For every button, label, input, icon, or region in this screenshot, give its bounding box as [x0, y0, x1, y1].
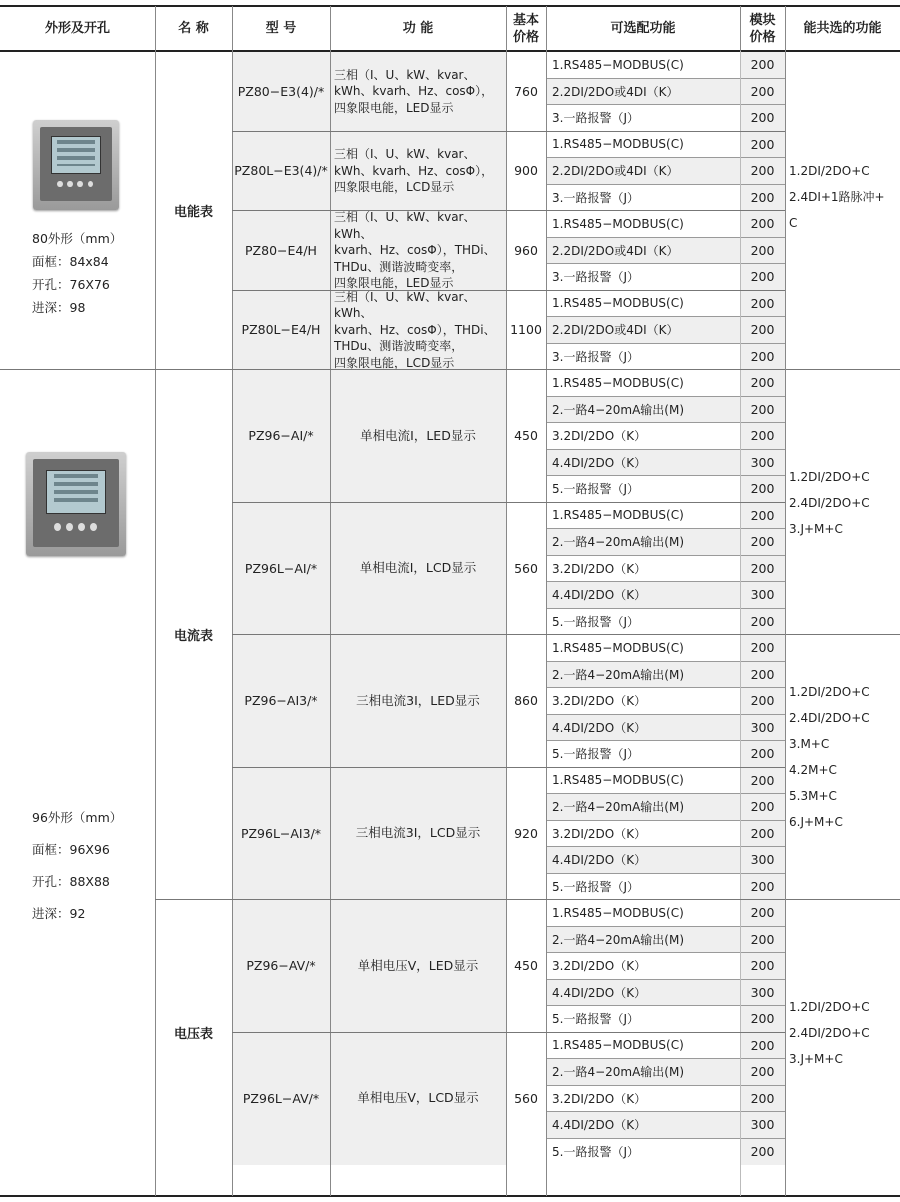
option-label: 1.RS485−MODBUS(C) [552, 508, 684, 523]
option-label: 1.RS485−MODBUS(C) [552, 1038, 684, 1053]
combo-functions [785, 52, 900, 370]
meter-type-name: 电流表 [155, 370, 232, 900]
option-divider [546, 581, 785, 582]
model-number: PZ96L−AI3/* [232, 767, 330, 900]
function-line: 三相（I、U、kW、kvar、 [334, 67, 476, 82]
column-divider [785, 6, 786, 1196]
meter-product-photo [33, 120, 119, 210]
option-price: 200 [740, 78, 785, 105]
option-divider [546, 396, 785, 397]
option-label: 3.2DI/2DO（K） [552, 826, 647, 841]
option-label: 4.4DI/2DO（K） [546, 449, 740, 476]
column-divider [546, 6, 547, 1196]
option-price: 200 [740, 184, 785, 211]
option-price: 200 [740, 555, 785, 582]
function-line: 四象限电能，LCD显示 [334, 355, 455, 370]
shape-spec-title: 80外形（mm） [32, 230, 123, 246]
option-price: 300 [740, 714, 785, 741]
combo-line: C [789, 215, 798, 230]
option-divider [546, 1085, 785, 1086]
function-line: 单相电流I，LCD显示 [359, 560, 477, 575]
base-price: 760 [514, 83, 538, 99]
option-price: 200 [740, 502, 785, 529]
function-line: 三相电流3I，LCD显示 [355, 825, 481, 840]
option-label: 2.一路4−20mA输出(M) [546, 529, 740, 556]
header-base-price-line: 基本 [512, 12, 539, 28]
shape-and-cutout [0, 52, 155, 370]
option-label: 3.2DI/2DO（K） [552, 561, 647, 576]
function-lines [334, 146, 493, 196]
option-price: 200 [740, 926, 785, 953]
option-price: 200 [740, 794, 785, 821]
function-lines [356, 825, 480, 842]
function-description [330, 502, 506, 635]
option-label: 4.4DI/2DO（K） [546, 1112, 740, 1139]
option-price: 200 [740, 343, 785, 370]
header-options: 可选配功能 [610, 21, 676, 36]
option-label: 2.一路4−20mA输出(M) [546, 926, 740, 953]
group-divider [155, 899, 785, 900]
group-divider [155, 369, 785, 370]
combo-line: 6.J+M+C [789, 814, 843, 829]
base-price: 450 [514, 428, 538, 444]
option-label: 3.一路报警（J） [552, 270, 639, 285]
header-name: 名 称 [178, 21, 209, 36]
option-label: 5.一路报警（J） [552, 1144, 639, 1159]
model-number: PZ80−E3(4)/* [232, 52, 330, 132]
header-base-price [506, 6, 546, 51]
option-price: 300 [740, 582, 785, 609]
combo-line: 2.4DI+1路脉冲+ [789, 189, 885, 204]
option-divider [546, 820, 785, 821]
combo-functions [785, 635, 900, 900]
function-line: 单相电压V，LCD显示 [357, 1090, 479, 1105]
option-label: 3.一路报警（J） [552, 190, 639, 205]
option-price: 200 [740, 52, 785, 79]
option-price: 200 [740, 1059, 785, 1086]
option-label: 1.RS485−MODBUS(C) [552, 296, 684, 311]
option-divider [546, 952, 785, 953]
option-label: 5.一路报警（J） [552, 879, 639, 894]
header-shape: 外形及开孔 [44, 21, 110, 36]
function-line: kWh、kvarh、Hz、cosΦ）， [334, 163, 494, 178]
table-bottom-border [0, 1195, 900, 1197]
function-lines [360, 428, 476, 445]
option-price: 200 [740, 1006, 785, 1033]
combo-line: 1.2DI/2DO+C [789, 684, 870, 699]
function-line: 三相（I、U、kW、kvar、kWh、 [334, 210, 476, 241]
option-divider [546, 343, 785, 344]
option-price: 200 [740, 661, 785, 688]
option-price: 200 [740, 105, 785, 132]
option-divider [546, 104, 785, 105]
shape-spec-depth: 进深：92 [32, 905, 86, 921]
function-lines [334, 211, 506, 291]
option-price: 200 [740, 1085, 785, 1112]
model-row-divider [232, 131, 785, 132]
option-label: 3.2DI/2DO（K） [552, 959, 647, 974]
column-divider [506, 6, 507, 1196]
option-label: 2.一路4−20mA输出(M) [546, 1059, 740, 1086]
option-label: 5.一路报警（J） [552, 482, 639, 497]
function-lines [360, 560, 477, 577]
option-divider [546, 979, 785, 980]
header-model: 型 号 [265, 21, 297, 36]
function-description [330, 900, 506, 1033]
shape-specs [0, 802, 122, 930]
function-description [330, 767, 506, 900]
column-divider [155, 6, 156, 1196]
function-lines [358, 958, 479, 975]
shape-spec-cutout: 开孔：88X88 [32, 873, 110, 889]
base-price: 1100 [510, 322, 542, 338]
option-divider [546, 661, 785, 662]
option-price: 300 [740, 847, 785, 874]
option-divider [546, 184, 785, 185]
option-divider [546, 714, 785, 715]
option-label: 4.4DI/2DO（K） [546, 979, 740, 1006]
option-divider [546, 555, 785, 556]
model-row-divider [232, 767, 785, 768]
option-label: 2.一路4−20mA输出(M) [546, 396, 740, 423]
shape-spec-frame: 面框：96X96 [32, 841, 110, 857]
option-price: 200 [740, 423, 785, 450]
option-label: 3.2DI/2DO（K） [552, 429, 647, 444]
combo-lines [789, 52, 885, 236]
option-price: 200 [740, 211, 785, 238]
option-price: 200 [740, 741, 785, 768]
function-line: kvarh、Hz、cosΦ），THDi、 [334, 243, 496, 257]
meter-product-photo [26, 452, 126, 556]
combo-divider [785, 369, 900, 370]
combo-functions [785, 900, 900, 1165]
function-description [330, 211, 506, 291]
function-line: 三相（I、U、kW、kvar、kWh、 [334, 290, 476, 320]
option-divider [546, 475, 785, 476]
option-label: 2.2DI/2DO或4DI（K） [546, 78, 740, 105]
function-lines [334, 290, 506, 370]
option-label: 1.RS485−MODBUS(C) [552, 375, 684, 390]
function-lines [334, 67, 493, 117]
option-divider [546, 157, 785, 158]
option-price: 200 [740, 529, 785, 556]
function-line: 四象限电能，LED显示 [334, 276, 454, 290]
option-price: 200 [740, 688, 785, 715]
model-number: PZ80L−E3(4)/* [232, 131, 330, 211]
model-number: PZ80−E4/H [232, 211, 330, 291]
header-function: 功 能 [402, 21, 434, 36]
option-label: 1.RS485−MODBUS(C) [552, 640, 684, 655]
function-lines [357, 1090, 478, 1107]
option-divider [546, 687, 785, 688]
option-price: 200 [740, 1032, 785, 1059]
combo-lines [789, 635, 870, 835]
base-price: 560 [514, 1090, 538, 1106]
option-label: 2.2DI/2DO或4DI（K） [546, 317, 740, 344]
header-bottom-border [0, 50, 900, 52]
option-label: 1.RS485−MODBUS(C) [552, 216, 684, 231]
combo-line: 3.M+C [789, 736, 830, 751]
function-line: kvarh、Hz、cosΦ），THDi、 [334, 322, 496, 337]
combo-line: 3.J+M+C [789, 521, 843, 536]
base-price: 920 [514, 825, 538, 841]
model-number: PZ96L−AV/* [232, 1032, 330, 1165]
combo-line: 1.2DI/2DO+C [789, 999, 870, 1014]
model-number: PZ96−AI/* [232, 370, 330, 503]
function-line: kWh、kvarh、Hz、cosΦ）， [334, 84, 494, 98]
option-price: 200 [740, 237, 785, 264]
function-description [330, 52, 506, 132]
option-price: 300 [740, 1112, 785, 1139]
meter-type-name: 电压表 [155, 900, 232, 1165]
model-row-divider [232, 502, 785, 503]
option-divider [546, 449, 785, 450]
option-divider [546, 846, 785, 847]
option-price: 200 [740, 158, 785, 185]
function-line: 三相电流3I，LED显示 [356, 692, 480, 708]
option-divider [546, 1005, 785, 1006]
option-label: 1.RS485−MODBUS(C) [552, 773, 684, 788]
option-label: 2.一路4−20mA输出(M) [546, 794, 740, 821]
base-price: 450 [514, 958, 538, 974]
function-line: 四象限电能，LCD显示 [334, 180, 455, 194]
option-divider [546, 926, 785, 927]
shape-spec-cutout: 开孔：76X76 [32, 276, 110, 292]
shape-spec-depth: 进深：98 [32, 299, 86, 315]
column-divider [330, 6, 331, 1196]
option-label: 5.一路报警（J） [552, 614, 639, 629]
option-label: 3.2DI/2DO（K） [552, 1091, 647, 1106]
function-description [330, 635, 506, 768]
option-divider [546, 740, 785, 741]
shape-spec-title: 96外形（mm） [32, 809, 123, 825]
option-label: 2.2DI/2DO或4DI（K） [546, 237, 740, 264]
function-line: 单相电压V，LED显示 [357, 957, 479, 973]
model-number: PZ96−AV/* [232, 900, 330, 1033]
option-label: 5.一路报警（J） [552, 1012, 639, 1027]
combo-lines [789, 370, 870, 542]
option-divider [546, 316, 785, 317]
base-price: 860 [514, 693, 538, 709]
shape-specs [0, 227, 122, 319]
combo-line: 1.2DI/2DO+C [789, 163, 870, 178]
option-divider [546, 793, 785, 794]
option-label: 4.4DI/2DO（K） [546, 847, 740, 874]
shape-divider [0, 369, 155, 370]
option-price: 200 [740, 131, 785, 158]
shape-and-cutout [0, 370, 155, 1165]
option-label: 3.2DI/2DO（K） [552, 694, 647, 709]
option-price: 200 [740, 635, 785, 662]
model-number: PZ80L−E4/H [232, 290, 330, 370]
model-row-divider [232, 210, 785, 211]
function-lines [356, 693, 480, 710]
header-module-price [740, 6, 785, 51]
combo-divider [785, 899, 900, 900]
combo-functions [785, 370, 900, 635]
base-price: 960 [514, 242, 538, 258]
combo-divider [785, 634, 900, 635]
meter-type-name: 电能表 [155, 52, 232, 370]
option-divider [546, 237, 785, 238]
option-price: 200 [740, 820, 785, 847]
function-line: 四象限电能，LED显示 [334, 100, 454, 115]
option-label: 1.RS485−MODBUS(C) [552, 57, 684, 72]
option-price: 300 [740, 979, 785, 1006]
option-price: 200 [740, 953, 785, 980]
option-label: 4.4DI/2DO（K） [546, 714, 740, 741]
option-price: 200 [740, 317, 785, 344]
option-price: 200 [740, 396, 785, 423]
header-module-price-line: 模块 [749, 12, 776, 28]
option-price: 200 [740, 900, 785, 927]
option-divider [546, 608, 785, 609]
option-label: 5.一路报警（J） [552, 747, 639, 762]
option-divider [546, 263, 785, 264]
table-top-border [0, 5, 900, 7]
option-price: 200 [740, 767, 785, 794]
option-label: 2.2DI/2DO或4DI（K） [546, 158, 740, 185]
function-line: 单相电流I，LED显示 [360, 427, 476, 443]
base-price: 560 [514, 560, 538, 576]
combo-line: 1.2DI/2DO+C [789, 469, 870, 484]
option-divider [546, 528, 785, 529]
model-number: PZ96−AI3/* [232, 635, 330, 768]
combo-lines [789, 900, 870, 1072]
model-row-divider [232, 1032, 785, 1033]
shape-spec-frame: 面框：84x84 [32, 253, 109, 269]
function-line: THDu、测谐波畸变率， [334, 339, 464, 353]
combo-line: 4.2M+C [789, 762, 837, 777]
header-base-price-line: 价格 [512, 29, 539, 45]
model-row-divider [232, 634, 785, 635]
option-price: 200 [740, 873, 785, 900]
column-divider [232, 6, 233, 1196]
option-price: 300 [740, 449, 785, 476]
option-divider [546, 78, 785, 79]
option-divider [546, 1058, 785, 1059]
function-description [330, 290, 506, 370]
option-price: 200 [740, 370, 785, 397]
function-description [330, 370, 506, 503]
option-divider [546, 1138, 785, 1139]
function-description [330, 1032, 506, 1165]
option-divider [546, 422, 785, 423]
combo-line: 3.J+M+C [789, 1051, 843, 1066]
option-price: 200 [740, 264, 785, 291]
option-label: 2.一路4−20mA输出(M) [546, 661, 740, 688]
option-divider [546, 1111, 785, 1112]
column-divider [740, 51, 741, 1196]
model-number: PZ96L−AI/* [232, 502, 330, 635]
option-label: 3.一路报警（J） [552, 111, 639, 126]
combo-line: 5.3M+C [789, 788, 837, 803]
combo-line: 2.4DI/2DO+C [789, 495, 870, 510]
header-module-price-line: 价格 [749, 29, 776, 45]
option-label: 3.一路报警（J） [552, 349, 639, 364]
base-price: 900 [514, 163, 538, 179]
option-price: 200 [740, 476, 785, 503]
column-divider [740, 6, 741, 51]
option-label: 4.4DI/2DO（K） [546, 582, 740, 609]
header-combo: 能共选的功能 [803, 21, 882, 36]
combo-line: 2.4DI/2DO+C [789, 1025, 870, 1040]
combo-line: 2.4DI/2DO+C [789, 710, 870, 725]
model-row-divider [232, 290, 785, 291]
option-price: 200 [740, 290, 785, 317]
function-description [330, 131, 506, 211]
option-label: 1.RS485−MODBUS(C) [552, 137, 684, 152]
function-line: 三相（I、U、kW、kvar、 [334, 147, 476, 161]
function-line: THDu、测谐波畸变率， [334, 259, 464, 274]
option-price: 200 [740, 608, 785, 635]
option-label: 1.RS485−MODBUS(C) [552, 905, 684, 920]
option-divider [546, 873, 785, 874]
option-price: 200 [740, 1138, 785, 1165]
